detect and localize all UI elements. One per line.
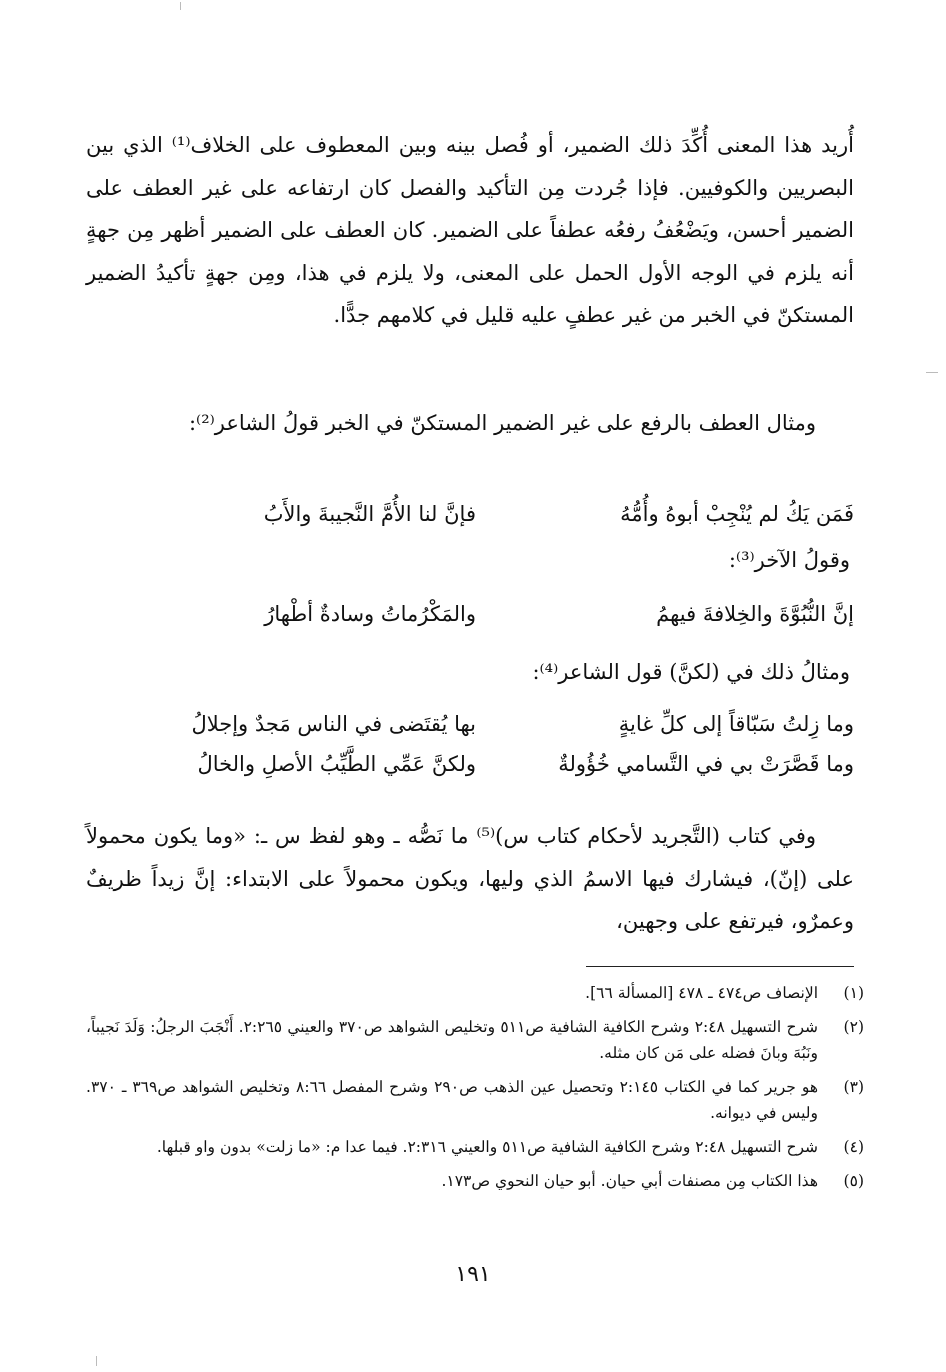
footnote-number: (٥) (843, 1172, 864, 1190)
hemistich-right: فَمَن يَكُ لم يُنْجِبْ أبوهُ وأُمُّهُ (620, 502, 854, 526)
footnote-text: الإنصاف ص٤٧٤ ـ ٤٧٨ [المسألة ٦٦]. (585, 984, 818, 1002)
paragraph-3: وفي كتاب (التَّجريد لأحكام كتاب س)⁽⁵⁾ ما نَصُّه ـ وهو لفظ س ـ: «وما يكون محمولاً على (إنّ)، فيشارك فيها الاسمُ الذي وليها، ويكون محمولاً على الابتداء: إنَّ زيداً ظريفٌ وعمرٌو، فيرتفع على وجهين، (86, 824, 854, 933)
footnote-text: شرح التسهيل ٢:٤٨ وشرح الكافية الشافية ص٥١١ وتخليص الشواهد ص٣٧٠ والعيني ٢:٢٦٥. أَنْجَبَ الرجلُ: وَلَدَ نَجيباً، ونَبُهَ وبانَ فضله على مَن كان مثله. (86, 1018, 818, 1062)
verse-intro-3: ومثالُ ذلك في (لكنَّ) قول الشاعر⁽⁴⁾: (532, 660, 850, 684)
footnote (86, 1168, 864, 1194)
verse-line-2 (86, 602, 854, 642)
verse-line-3 (86, 712, 854, 752)
hemistich-right: وما قَصَّرَتْ بي في التَّسامي خُؤُولةٌ (558, 752, 854, 776)
hemistich-right: وما زِلتُ سَبّاقاً إلى كلِّ غايةٍ (618, 712, 854, 736)
footnote-text: هذا الكتاب مِن مصنفات أبي حيان. أبو حيان النحوي ص١٧٣. (441, 1172, 818, 1190)
footnote (86, 980, 864, 1006)
paragraph-1: أُريد هذا المعنى أُكِّدَ ذلك الضمير، أو فُصل بينه وبين المعطوف على الخلاف⁽¹⁾ الذي بين البصريين والكوفيين. فإذا جُردت مِن التأكيد والفصل كان ارتفاعه على غير العطف على الضمير أحسن، ويَضْعُفُ رفعُه عطفاً على الضمير. كان العطف على الضمير أظهر مِن جهةٍ أنه يلزم في الوجه الأول الحمل على المعنى، ولا يلزم في هذا، ومِن جهةٍ تأكيدُ الضمير المستكنّ في الخبر من غير عطفٍ عليه قليل في كلامهم جدًّا. (86, 133, 855, 327)
verse-intro-2: وقولُ الآخر⁽³⁾: (728, 548, 850, 572)
footnote-number: (٤) (843, 1138, 864, 1156)
verse-line-4 (86, 752, 854, 792)
footnote (86, 1134, 864, 1160)
footnote-number: (١) (843, 984, 864, 1002)
footnote-number: (٢) (843, 1018, 864, 1036)
footnote (86, 1074, 864, 1126)
paragraph-2: ومثال العطف بالرفع على غير الضمير المستكنّ في الخبر قولُ الشاعر⁽²⁾: (188, 411, 816, 435)
footnote-text: هو جرير كما في الكتاب ٢:١٤٥ وتحصيل عين الذهب ص٢٩٠ وشرح المفصل ٨:٦٦ وتخليص الشواهد ص٣٦٩ ـ ٣٧٠. وليس في ديوانه. (86, 1078, 818, 1122)
page-number: ١٩١ (455, 1262, 491, 1287)
footnote-text: شرح التسهيل ٢:٤٨ وشرح الكافية الشافية ص٥١١ والعيني ٢:٣١٦. فيما عدا م: «ما زلت» بدون واو قبلها. (156, 1138, 818, 1156)
footnote-number: (٣) (843, 1078, 864, 1096)
scan-mark (926, 372, 938, 373)
footnote (86, 1014, 864, 1066)
verse-line-1 (86, 502, 854, 542)
hemistich-right: إنَّ النُّبُوَّةَ والخِلافةَ فيهمُ (656, 602, 854, 626)
hemistich-left: والمَكْرُماتُ وسادةٌ أطْهارُ (264, 602, 476, 626)
footnote-separator (586, 966, 854, 967)
scan-mark (96, 1356, 97, 1366)
footnotes (86, 980, 864, 1202)
hemistich-left: ولكنَّ عَمِّي الطَّيِّبُ الأصلِ والخالُ (197, 752, 476, 776)
scan-mark (180, 2, 181, 10)
hemistich-left: فإنَّ لنا الأُمَّ النَّجيبةَ والأَبُ (263, 502, 476, 526)
hemistich-left: بها يُقتَضى في الناس مَجدٌ وإجلالُ (191, 712, 476, 736)
